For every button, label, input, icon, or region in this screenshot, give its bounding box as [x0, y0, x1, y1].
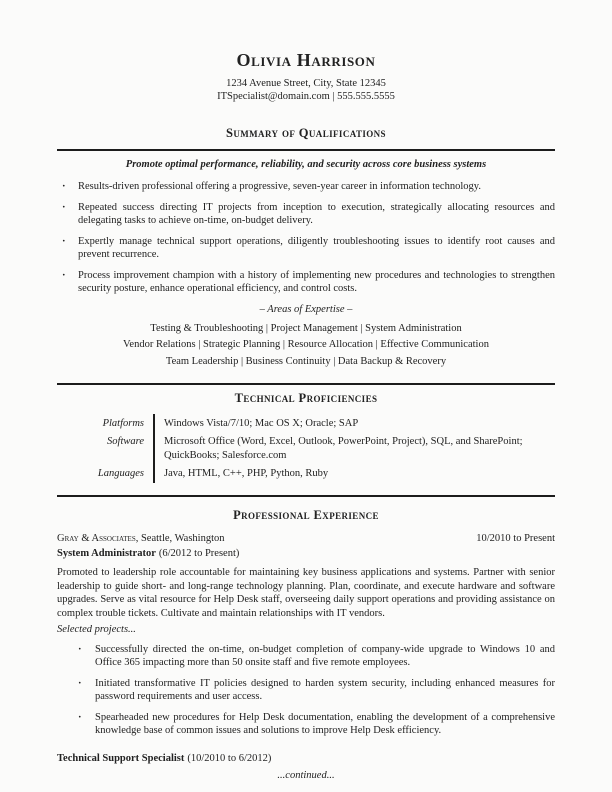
qualification-item: [57, 180, 555, 194]
bullet-icon: ·: [78, 677, 82, 689]
row-value: Java, HTML, C++, PHP, Python, Ruby: [154, 465, 555, 484]
qualification-item: [57, 201, 555, 228]
row-label: Languages: [97, 468, 144, 479]
contact-block: [57, 77, 555, 103]
experience-heading: Professional Experience: [233, 508, 379, 522]
company-row: [57, 532, 555, 546]
bullet-icon: ·: [62, 235, 66, 247]
expertise-line: Testing & Troubleshooting | Project Management | System Administration: [150, 322, 462, 334]
summary-tagline: Promote optimal performance, reliability, and security across core business systems: [125, 159, 487, 170]
bullet-icon: ·: [62, 269, 66, 281]
qualifications-list: [57, 180, 555, 296]
qualification-text: Process improvement champion with a history of implementing new procedures and technologies to strengthen security posture, enhance operational efficiency, and control costs.: [78, 269, 555, 294]
job-dates: (6/2012 to Present): [158, 547, 240, 559]
job-title: Technical Support Specialist: [57, 752, 185, 764]
address-line: 1234 Avenue Street, City, State 12345: [226, 78, 386, 89]
summary-heading: Summary of Qualifications: [226, 126, 386, 140]
project-item: [57, 677, 555, 704]
job-title: System Administrator: [57, 547, 156, 559]
email-phone-line: ITSpecialist@domain.com | 555.555.5555: [217, 91, 395, 102]
experience-divider: [57, 495, 555, 497]
expertise-heading: – Areas of Expertise –: [259, 303, 353, 315]
technical-divider: [57, 383, 555, 385]
continued-note: ...continued...: [277, 770, 335, 781]
row-label: Platforms: [102, 417, 144, 429]
expertise-list: [57, 321, 555, 371]
job-title-row: [57, 547, 555, 561]
projects-label: Selected projects...: [57, 624, 136, 635]
table-row: [57, 414, 555, 433]
row-value: Microsoft Office (Word, Excel, Outlook, PowerPoint, Project), SQL, and SharePoint; QuickBooks; Salesforce.com: [154, 433, 555, 465]
company-info: [57, 532, 225, 546]
qualification-text: Expertly manage technical support operations, diligently troubleshooting issues to identify root causes and prevent recurrence.: [78, 235, 555, 260]
expertise-line: Team Leadership | Business Continuity | Data Backup & Recovery: [165, 355, 447, 367]
bullet-icon: ·: [62, 201, 66, 213]
row-label: Software: [107, 436, 144, 447]
company-dates: 10/2010 to Present: [476, 533, 555, 544]
expertise-line: Vendor Relations | Strategic Planning | Resource Allocation | Effective Communication: [123, 339, 489, 350]
qualification-item: [57, 235, 555, 262]
company-name: Gray & Associates: [57, 533, 136, 544]
qualification-text: Repeated success directing IT projects from inception to execution, strategically allocating resources and delegating tasks to achieve on-time, on-budget delivery.: [78, 201, 555, 226]
project-text: Successfully directed the on-time, on-budget completion of company-wide upgrade to Windows 10 and Office 365 impacting more than 50 onsite staff and five remote employees.: [95, 643, 555, 668]
summary-divider: [57, 149, 555, 151]
qualification-item: [57, 269, 555, 296]
candidate-name: Olivia Harrison: [236, 50, 376, 70]
technical-heading: Technical Proficiencies: [234, 391, 378, 405]
proficiencies-table: [57, 414, 555, 483]
project-item: [57, 711, 555, 738]
project-text: Initiated transformative IT policies designed to harden system security, including enhanced measures for password requirements and user access.: [95, 677, 555, 702]
table-row: [57, 433, 555, 465]
project-text: Spearheaded new procedures for Help Desk documentation, enabling the development of a comprehensive knowledge base of common issues and solutions to improve Help Desk efficiency.: [95, 711, 555, 736]
job-dates: (10/2010 to 6/2012): [187, 752, 272, 764]
bullet-icon: ·: [78, 643, 82, 655]
job-summary: Promoted to leadership role accountable for maintaining key business applications and systems. Partner with senior leadership to guide short- and long-range technology planning. Plan, coordinate, and execute hardware and software upgrades. Serve as vital resource for Help Desk staff, overseeing daily support operations and providing assistance on complex trouble tickets. Cultivate and maintain relationships with IT vendors.: [57, 567, 555, 619]
table-row: [57, 465, 555, 484]
job-title-row: [57, 752, 555, 766]
bullet-icon: ·: [62, 181, 66, 192]
project-list: [57, 643, 555, 738]
company-location: , Seattle, Washington: [135, 533, 225, 544]
bullet-icon: ·: [78, 711, 82, 723]
project-item: [57, 643, 555, 670]
qualification-text: Results-driven professional offering a progressive, seven-year career in information technology.: [78, 181, 481, 192]
row-value: Windows Vista/7/10; Mac OS X; Oracle; SAP: [154, 414, 555, 433]
